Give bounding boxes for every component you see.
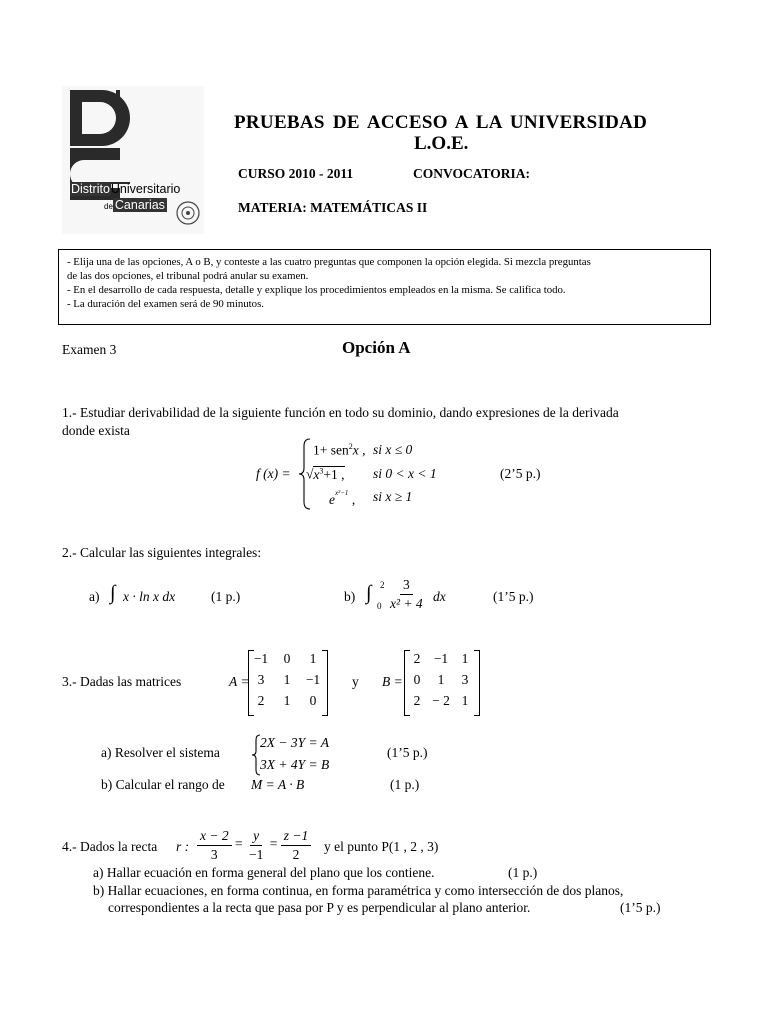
q4-b-points: (1’5 p.) — [620, 900, 661, 915]
integral-icon: ∫ — [366, 582, 372, 604]
matrix-B-cell-0-2: 1 — [461, 651, 469, 666]
q3-text: 3.- Dadas las matrices — [62, 674, 182, 689]
q2-b-den: x² + 4 — [390, 595, 423, 611]
curso: CURSO 2010 - 2011 — [238, 166, 354, 181]
matrix-B-cell-1-1: 1 — [437, 672, 445, 687]
q2-b-label: b) — [344, 589, 356, 604]
q1-case1 — [313, 442, 365, 459]
q1-case2-exp: 3 — [319, 466, 324, 475]
q2-b-fraction — [387, 578, 426, 610]
matrix-B-cell-2-2: 1 — [461, 693, 469, 708]
q2-b-upper: 2 — [380, 580, 385, 590]
matrix-A-cell-1-1: 1 — [283, 672, 291, 687]
q2-a-points: (1 p.) — [211, 589, 241, 604]
q3-b-text: b) Calcular el rango de — [101, 777, 225, 792]
q4-f3-den: 2 — [292, 846, 300, 862]
q4-b-text1: b) Hallar ecuaciones, en forma continua, en forma paramétrica y como intersección de dos planos, — [93, 883, 624, 898]
q4-f3-num: z −1 — [281, 829, 312, 846]
matrix-B-cell-2-1: − 2 — [432, 693, 450, 708]
q2-b-dx: dx — [433, 589, 446, 604]
matrix-B-cell-2-0: 2 — [413, 693, 421, 708]
matrix-B-cell-1-2: 3 — [461, 672, 469, 687]
logo-distrito: Distrito — [71, 182, 110, 196]
instruction-line: - Elija una de las opciones, A o B, y conteste a las cuatro preguntas que componen la opción elegida. Si mezcla preguntas — [67, 256, 591, 268]
q3-b-expr: M = A · B — [251, 777, 305, 792]
q1-points: (2’5 p.) — [500, 466, 541, 481]
instruction-line: - En el desarrollo de cada respuesta, detalle y explique los procedimientos empleados en la misma. Se califica todo. — [67, 284, 566, 296]
matrix-A-cell-2-2: 0 — [309, 693, 317, 708]
q2-text: 2.- Calcular las siguientes integrales: — [62, 545, 262, 560]
instruction-line: - La duración del examen será de 90 minutos. — [67, 298, 264, 310]
q4-f1-den: 3 — [210, 846, 218, 862]
q1-line2: donde exista — [62, 423, 130, 438]
q4-text: 4.- Dados la recta — [62, 839, 158, 854]
q4-a-points: (1 p.) — [508, 865, 538, 880]
q1-case3 — [329, 489, 355, 508]
matrix-A-cell-0-0: −1 — [253, 651, 269, 666]
q1-case1-tail: x , — [352, 442, 366, 458]
q1-case2-cond: si 0 < x < 1 — [373, 466, 437, 481]
matrix-A-cell-0-2: 1 — [309, 651, 317, 666]
q1-line1: 1.- Estudiar derivabilidad de la siguiente función en todo su dominio, dando expresiones de la derivada — [62, 405, 619, 420]
q3-a-points: (1’5 p.) — [387, 745, 428, 760]
q1-case1-exp: 2 — [348, 442, 353, 451]
convocatoria: CONVOCATORIA: — [413, 166, 530, 181]
duc-logo — [62, 86, 204, 234]
title-line1: PRUEBAS DE ACCESO A LA UNIVERSIDAD — [234, 112, 648, 133]
q4-r: r : — [176, 839, 190, 854]
q3-y: y — [352, 674, 359, 689]
q4-f2-num: y — [250, 829, 262, 846]
sqrt-icon: √ — [306, 466, 314, 482]
q2-b-num: 3 — [400, 578, 413, 595]
q1-fx: f (x) = — [256, 466, 291, 481]
q2-a-label: a) — [89, 589, 100, 604]
logo-de: de — [104, 202, 113, 211]
matrix-B-cell-0-0: 2 — [413, 651, 421, 666]
q4-equation: $\frac{x - 2}{3}$ = $\frac{y}{-1}$ = $\frac{z -1}{2}$ — [197, 829, 311, 861]
option-title: Opción A — [342, 338, 411, 357]
q2-a-expr: x · ln x dx — [123, 589, 176, 604]
q4-a-text: a) Hallar ecuación en forma general del plano que los contiene. — [93, 865, 435, 880]
integral-icon: ∫ — [110, 582, 116, 604]
matrix-B-cell-0-1: −1 — [433, 651, 449, 666]
logo-canarias: Canarias — [114, 198, 165, 212]
q1-case3-exp: x²−1 — [335, 489, 349, 497]
logo-universitario: Universitario — [110, 182, 181, 196]
matrix-A-cell-1-0: 3 — [257, 672, 265, 687]
q4-b-text2: correspondientes a la recta que pasa por P y es perpendicular al plano anterior. — [108, 900, 531, 915]
q3-a-text: a) Resolver el sistema — [101, 745, 220, 760]
q3-eq2: 3X + 4Y = B — [260, 757, 330, 772]
q4-f1-num: x − 2 — [197, 829, 232, 846]
q3-eq1: 2X − 3Y = A — [260, 735, 329, 750]
matrix-A-cell-1-2: −1 — [305, 672, 321, 687]
q1-case3-tail: , — [351, 492, 356, 507]
title-line2: L.O.E. — [414, 133, 469, 154]
matrix-A-cell-2-1: 1 — [283, 693, 291, 708]
q1-case2 — [306, 466, 345, 483]
q4-f2-den: −1 — [248, 846, 264, 862]
q1-case2-tail: +1 , — [323, 466, 345, 482]
q1-case2-expr: x — [313, 466, 320, 482]
q3-B-label: B = — [382, 674, 403, 689]
q1-case1-cond: si x ≤ 0 — [373, 442, 413, 457]
matrix-B-cell-1-0: 0 — [413, 672, 421, 687]
q2-b-points: (1’5 p.) — [493, 589, 534, 604]
q1-case3-base: e — [329, 492, 335, 507]
exam-label: Examen 3 — [62, 342, 117, 357]
matrix-A-cell-2-0: 2 — [257, 693, 265, 708]
q3-A-label: A = — [229, 674, 250, 689]
instructions-box — [58, 249, 711, 325]
matrix-A-cell-0-1: 0 — [283, 651, 291, 666]
q4-point: y el punto P(1 , 2 , 3) — [324, 839, 439, 854]
instruction-line: de las dos opciones, el tribunal podrá anular su examen. — [67, 270, 309, 282]
q1-case3-cond: si x ≥ 1 — [373, 489, 413, 504]
q2-b-lower: 0 — [377, 601, 382, 611]
materia: MATERIA: MATEMÁTICAS II — [238, 200, 428, 215]
q3-b-points: (1 p.) — [390, 777, 420, 792]
q1-case1-expr: 1+ sen — [313, 442, 349, 458]
